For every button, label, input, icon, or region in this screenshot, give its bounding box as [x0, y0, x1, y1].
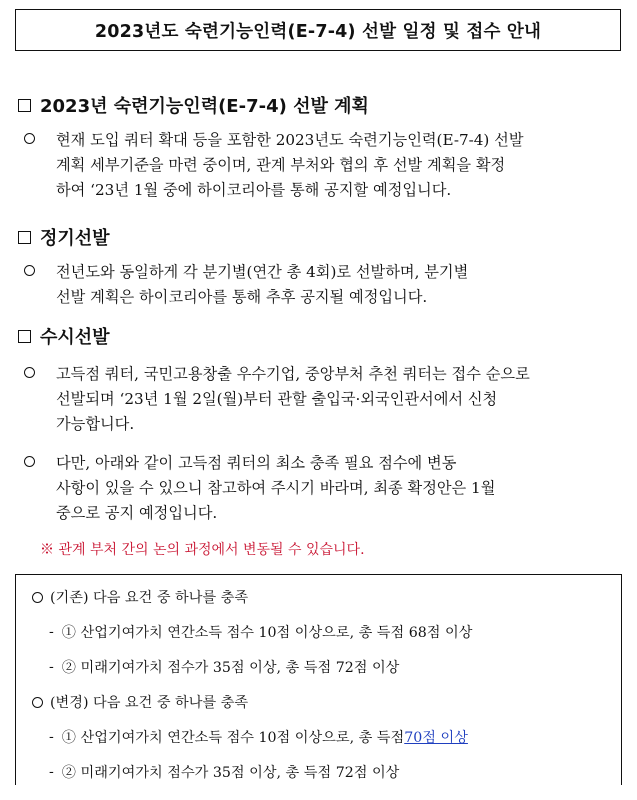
paragraph-line: 하여 ‘23년 1월 중에 하이코리아를 통해 공지할 예정입니다. [56, 181, 452, 199]
circle-bullet-icon [32, 697, 43, 708]
criteria-changed-label [32, 692, 248, 712]
square-bullet-icon [18, 330, 31, 343]
dash-marker: - [49, 729, 54, 745]
criteria-existing-label [32, 587, 248, 607]
paragraph-line: 다만, 아래와 같이 고득점 쿼터의 최소 충족 필요 점수에 변동 [56, 454, 457, 472]
circle-bullet-icon [24, 265, 35, 276]
paragraph-regular [24, 260, 629, 310]
paragraph-line: 가능합니다. [56, 415, 135, 433]
circle-bullet-icon [32, 592, 43, 603]
paragraph-line: 선발 계획은 하이코리아를 통해 추후 공지될 예정입니다. [56, 288, 428, 306]
paragraph-line: 현재 도입 쿼터 확대 등을 포함한 2023년도 숙련기능인력(E-7-4) 선발 [56, 131, 524, 149]
criteria-item-text: ② 미래기여가치 점수가 35점 이상, 총 득점 72점 이상 [61, 765, 400, 781]
dash-marker: - [49, 764, 54, 780]
section-heading-ongoing [18, 323, 110, 349]
paragraph-line: 계획 세부기준을 마련 중이며, 관계 부처와 협의 후 선발 계획을 확정 [56, 156, 506, 174]
paragraph-line: 고득점 쿼터, 국민고용창출 우수기업, 중앙부처 추천 쿼터는 접수 순으로 [56, 365, 530, 383]
circle-bullet-icon [24, 367, 35, 378]
dash-marker: - [49, 624, 54, 640]
paragraph-line: 전년도와 동일하게 각 분기별(연간 총 4회)로 선발하며, 분기별 [56, 263, 469, 281]
criteria-item [49, 762, 399, 782]
criteria-item-text: ② 미래기여가치 점수가 35점 이상, 총 득점 72점 이상 [61, 660, 400, 676]
criteria-item-text: ① 산업기여가치 연간소득 점수 10점 이상으로, 총 득점 [61, 730, 405, 746]
paragraph-line: 사항이 있을 수 있으니 참고하여 주시기 바라며, 최종 확정안은 1월 [56, 479, 496, 497]
section-heading-text: 2023년 숙련기능인력(E-7-4) 선발 계획 [40, 96, 369, 117]
changed-score-highlight: 70점 이상 [404, 730, 468, 746]
paragraph-line: 중으로 공지 예정입니다. [56, 504, 218, 522]
square-bullet-icon [18, 231, 31, 244]
paragraph-line: 선발되며 ‘23년 1월 2일(월)부터 관할 출입국·외국인관서에서 신청 [56, 390, 498, 408]
page-title: 2023년도 숙련기능인력(E-7-4) 선발 일정 및 접수 안내 [15, 9, 621, 51]
square-bullet-icon [18, 99, 31, 112]
section-heading-plan [18, 92, 369, 118]
criteria-item-text: ① 산업기여가치 연간소득 점수 10점 이상으로, 총 득점 68점 이상 [61, 625, 473, 641]
circle-bullet-icon [24, 456, 35, 467]
paragraph-ongoing-1 [24, 362, 629, 437]
criteria-item [49, 622, 472, 642]
section-heading-text: 수시선발 [40, 327, 110, 348]
paragraph-plan [24, 128, 629, 203]
dash-marker: - [49, 659, 54, 675]
paragraph-ongoing-2 [24, 451, 629, 526]
change-notice: ※ 관계 부처 간의 논의 과정에서 변동될 수 있습니다. [40, 542, 365, 558]
criteria-item [49, 657, 399, 677]
criteria-label-text: (변경) 다음 요건 중 하나를 충족 [50, 695, 249, 711]
circle-bullet-icon [24, 133, 35, 144]
section-heading-regular [18, 224, 110, 250]
criteria-box [15, 574, 622, 785]
criteria-item [49, 727, 468, 747]
section-heading-text: 정기선발 [40, 228, 110, 249]
criteria-label-text: (기존) 다음 요건 중 하나를 충족 [50, 590, 249, 606]
